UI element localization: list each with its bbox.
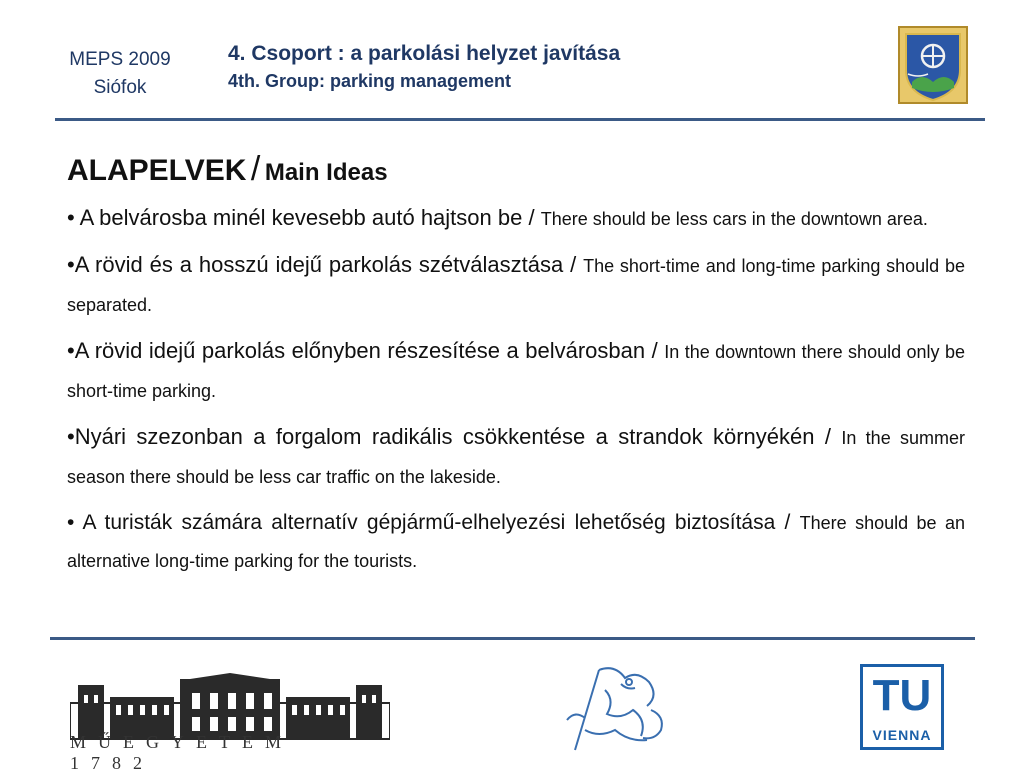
- bullet-item: [67, 418, 965, 496]
- bullet-hungarian: •Nyári szezonban a forgalom radikális csökkentése a strandok környékén /: [67, 424, 831, 449]
- event-line-1: MEPS 2009: [69, 49, 171, 70]
- tu-city: VIENNA: [872, 727, 932, 743]
- bullet-item: [67, 504, 965, 580]
- heading-hungarian: ALAPELVEK: [67, 154, 247, 187]
- title-hungarian: 4. Csoport : a parkolási helyzet javítása: [228, 42, 621, 65]
- bullet-item: [67, 246, 965, 324]
- bullet-english: The short-time and long-time parking should be separated.: [67, 256, 965, 315]
- bullet-english: There should be less cars in the downtown area.: [540, 209, 928, 229]
- bullet-english: In the downtown there should only be short-time parking.: [67, 342, 965, 401]
- bullet-item: [67, 332, 965, 410]
- bullet-english: In the summer season there should be less car traffic on the lakeside.: [67, 428, 965, 487]
- tu-vienna-box: [860, 664, 944, 750]
- event-line-2: Siófok: [93, 77, 147, 98]
- bullet-hungarian: •A rövid és a hosszú idejű parkolás szétválasztása /: [67, 252, 577, 277]
- tu-vienna-logo: [860, 664, 944, 750]
- bullet-item: [67, 199, 965, 238]
- section-heading: [67, 150, 965, 189]
- tu-letters: TU: [872, 671, 932, 720]
- heading-separator: /: [250, 150, 261, 188]
- bullet-hungarian: • A belvárosba minél kevesebb autó hajtson be /: [67, 205, 535, 230]
- event-label: [50, 46, 190, 102]
- bullet-hungarian: •A rövid idejű parkolás előnyben részesítése a belvárosban /: [67, 338, 658, 363]
- slide-title: [228, 40, 620, 94]
- header-divider: [55, 118, 985, 121]
- title-english: 4th. Group: parking management: [228, 71, 512, 91]
- slide-body: [67, 150, 965, 588]
- footer-divider: [50, 637, 975, 640]
- bme-caption: MŰEGYETEM 1782: [70, 732, 293, 773]
- ctu-lion-logo-icon: [555, 660, 675, 756]
- bullet-english: There should be an alternative long-time parking for the tourists.: [67, 513, 966, 571]
- bullet-hungarian: • A turisták számára alternatív gépjármű-elhelyezési lehetőség biztosítása /: [67, 511, 791, 534]
- heading-english: Main Ideas: [264, 159, 388, 186]
- siofok-crest-icon: [898, 26, 968, 104]
